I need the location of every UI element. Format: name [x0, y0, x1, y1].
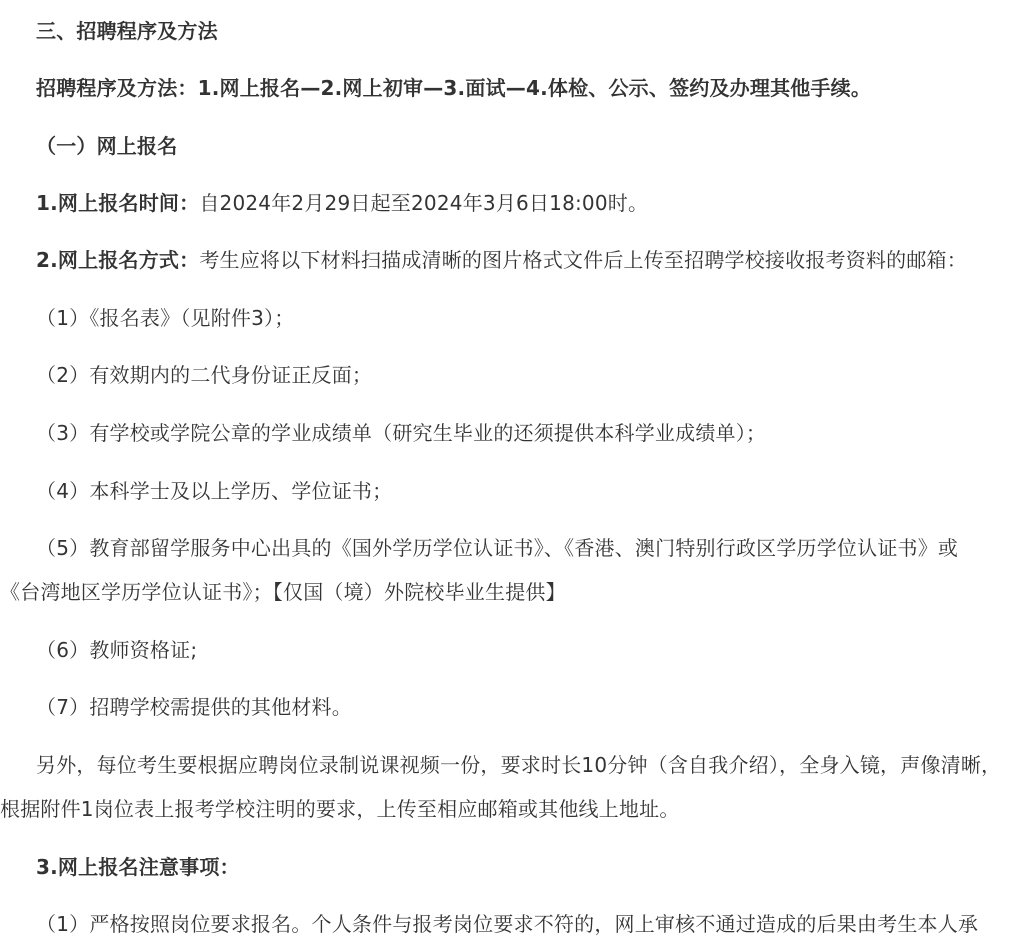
- registration-method-text: 考生应将以下材料扫描成清晰的图片格式文件后上传至招聘学校接收报考资料的邮箱：: [199, 248, 967, 272]
- procedure-paragraph: [36, 74, 871, 102]
- subheading-online-registration: （一）网上报名: [36, 134, 178, 158]
- section-heading: 三、招聘程序及方法: [36, 19, 218, 43]
- registration-notes-heading: 3.网上报名注意事项：: [36, 855, 240, 879]
- registration-time-text: 自2024年2月29日起至2024年3月6日18:00时。: [199, 191, 649, 215]
- material-item-3: （3）有学校或学院公章的学业成绩单（研究生毕业的还须提供本科学业成绩单）；: [36, 421, 767, 445]
- registration-method: [36, 246, 967, 274]
- registration-time: [36, 189, 648, 217]
- procedure-label: 招聘程序及方法：: [36, 76, 198, 100]
- material-item-5-line-2: 《台湾地区学历学位认证书》；【仅国（境）外院校毕业生提供】: [0, 580, 566, 604]
- material-item-4: （4）本科学士及以上学历、学位证书；: [36, 479, 393, 503]
- video-requirement-line-1: 另外，每位考生要根据应聘岗位录制说课视频一份，要求时长10分钟（含自我介绍），全身入镜，声像清晰，: [36, 753, 1002, 777]
- video-requirement-line-2: 根据附件1岗位表上报考学校注明的要求，上传至相应邮箱或其他线上地址。: [0, 797, 680, 821]
- registration-method-label: 2.网上报名方式：: [36, 248, 200, 272]
- procedure-text: 1.网上报名—2.网上初审—3.面试—4.体检、公示、签约及办理其他手续。: [197, 76, 872, 100]
- registration-time-label: 1.网上报名时间：: [36, 191, 200, 215]
- material-item-5-line-1: （5）教育部留学服务中心出具的《国外学历学位认证书》、《香港、澳门特别行政区学历学位认证书》或: [36, 536, 959, 560]
- material-item-6: （6）教师资格证;: [36, 638, 198, 662]
- material-item-2: （2）有效期内的二代身份证正反面；: [36, 363, 373, 387]
- material-item-7: （7）招聘学校需提供的其他材料。: [36, 695, 352, 719]
- material-item-1: （1）《报名表》（见附件3）；: [36, 306, 295, 330]
- note-item-1: （1）严格按照岗位要求报名。个人条件与报考岗位要求不符的，网上审核不通过造成的后果由考生本人承: [36, 912, 979, 936]
